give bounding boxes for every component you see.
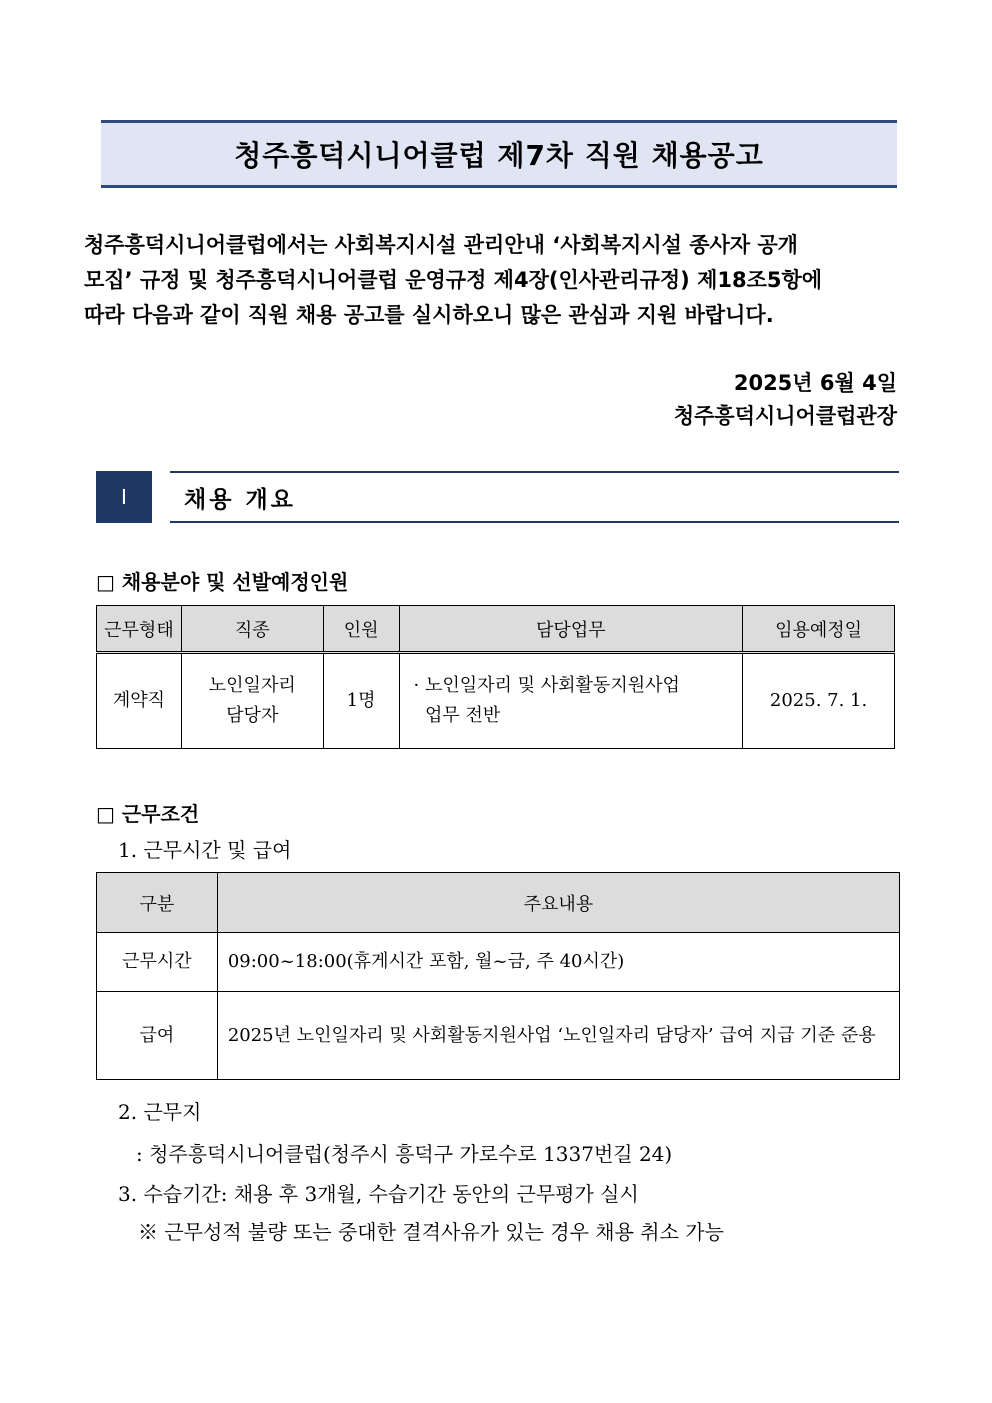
section-title: 채용 개요 — [170, 471, 899, 523]
job-title-line: 담당자 — [226, 705, 279, 726]
table-row — [97, 653, 895, 749]
job-title-line: 노인일자리 — [208, 675, 296, 696]
condition-item-1: 1. 근무시간 및 급여 — [118, 838, 292, 862]
header-cell: 임용예정일 — [743, 606, 895, 653]
condition-item-3: 3. 수습기간: 채용 후 3개월, 수습기간 동안의 근무평가 실시 — [118, 1182, 639, 1206]
intro-paragraph — [84, 228, 898, 333]
condition-item-2: 2. 근무지 — [118, 1100, 202, 1124]
job-title — [181, 653, 323, 749]
table-row — [97, 933, 900, 992]
conditions-heading: □ 근무조건 — [96, 802, 200, 826]
row-label: 근무시간 — [97, 933, 218, 992]
section-number: Ⅰ — [96, 471, 152, 523]
probation-note: ※ 근무성적 불량 또는 중대한 결격사유가 있는 경우 채용 취소 가능 — [138, 1220, 724, 1244]
header-cell: 구분 — [97, 873, 218, 933]
workplace-address: : 청주흥덕시니어클럽(청주시 흥덕구 가로수로 1337번길 24) — [136, 1142, 673, 1166]
table-row — [97, 992, 900, 1080]
intro-line: 모집’ 규정 및 청주흥덕시니어클럽 운영규정 제4장(인사관리규정) 제18조5항에 — [84, 268, 823, 292]
table-header-row — [97, 873, 900, 933]
intro-line: 따라 다음과 같이 직원 채용 공고를 실시하오니 많은 관심과 지원 바랍니다. — [84, 303, 774, 327]
start-date: 2025. 7. 1. — [743, 653, 895, 749]
header-cell: 근무형태 — [97, 606, 182, 653]
duty-line: · 노인일자리 및 사회활동지원사업 — [413, 675, 680, 696]
headcount: 1명 — [323, 653, 399, 749]
conditions-table — [96, 872, 900, 1080]
intro-line: 청주흥덕시니어클럽에서는 사회복지시설 관리안내 ‘사회복지시설 종사자 공개 — [84, 233, 798, 257]
header-cell: 직종 — [181, 606, 323, 653]
positions-table — [96, 605, 895, 749]
duty-line: 업무 전반 — [413, 705, 501, 726]
issuer: 청주흥덕시니어클럽관장 — [673, 404, 897, 428]
row-content: 2025년 노인일자리 및 사회활동지원사업 ‘노인일자리 담당자’ 급여 지급 기준 준용 — [217, 992, 899, 1080]
row-content: 09:00~18:00(휴게시간 포함, 월~금, 주 40시간) — [217, 933, 899, 992]
table-header-row — [97, 606, 895, 653]
title-banner — [101, 120, 897, 188]
date-block — [674, 367, 897, 433]
duties — [399, 653, 743, 749]
announcement-date: 2025년 6월 4일 — [733, 371, 897, 395]
header-cell: 담당업무 — [399, 606, 743, 653]
positions-heading: □ 채용분야 및 선발예정인원 — [96, 570, 349, 594]
header-cell: 주요내용 — [217, 873, 899, 933]
page-title: 청주흥덕시니어클럽 제7차 직원 채용공고 — [234, 139, 764, 172]
row-label: 급여 — [97, 992, 218, 1080]
employment-type: 계약직 — [97, 653, 182, 749]
header-cell: 인원 — [323, 606, 399, 653]
